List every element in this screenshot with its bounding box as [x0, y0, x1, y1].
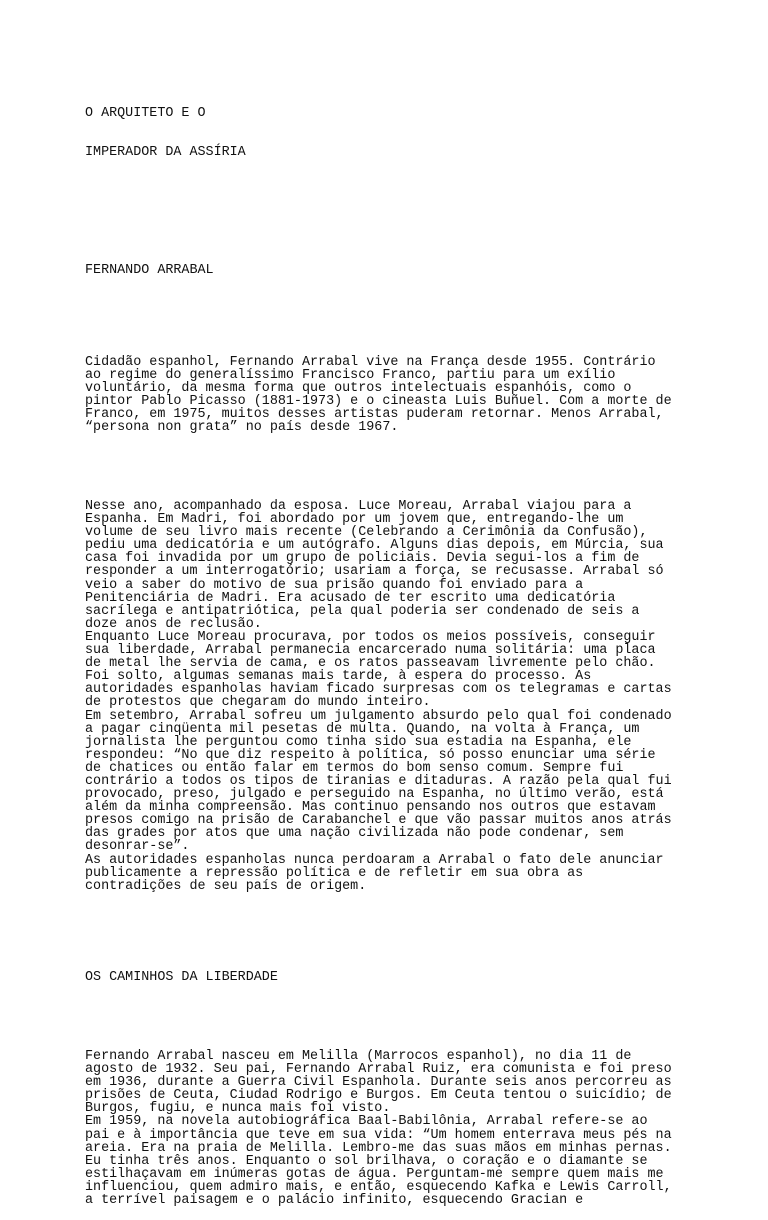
paragraph-1-line: “persona non grata” no país desde 1967. — [85, 420, 399, 436]
section-paragraph-line: Eu tinha três anos. Enquanto o sol brilhava, o coração e o diamante se — [85, 1153, 648, 1169]
section-paragraph-line: Burgos, fugiu, e nunca mais foi visto. — [85, 1101, 391, 1117]
paragraph-1-line: pintor Pablo Picasso (1881-1973) e o cineasta Luis Buñuel. Com a morte de — [85, 394, 672, 410]
section-paragraph-line: areia. Era na praia de Melilla. Lembro-me das suas mãos em minhas pernas. — [85, 1140, 672, 1156]
paragraph-2-line: publicamente a repressão política e de refletir em sua obra as — [85, 865, 584, 881]
paragraph-2-line: As autoridades espanholas nunca perdoaram a Arrabal o fato dele anunciar — [85, 852, 664, 868]
paragraph-2-line: contradições de seu país de origem. — [85, 878, 367, 894]
paragraph-2-line: provocado, preso, julgado e perseguido na Espanha, no último verão, está — [85, 787, 664, 803]
paragraph-2-line: desonrar-se”. — [85, 839, 190, 855]
paragraph-2-line: Em setembro, Arrabal sofreu um julgamento absurdo pelo qual foi condenado — [85, 708, 672, 724]
section-paragraph-line: pai e à importância que teve em sua vida: “Um homem enterrava meus pés na — [85, 1127, 672, 1143]
section-paragraph-line: Em 1959, na novela autobiográfica Baal-Babilônia, Arrabal refere-se ao — [85, 1114, 648, 1130]
section-paragraph-line: estilhaçavam em inúmeras gotas de água. Perguntam-me sempre quem mais me — [85, 1166, 664, 1182]
paragraph-1-line: ao regime do generalíssimo Francisco Franco, partiu para um exílio — [85, 368, 616, 384]
paragraph-2-line: volume de seu livro mais recente (Celebrando a Cerimônia da Confusão), — [85, 525, 648, 541]
paragraph-2-line: responder a um interrogatório; usariam a força, se recusasse. Arrabal só — [85, 564, 664, 580]
paragraph-2-line: a pagar cinqüenta mil pesetas de multa. Quando, na volta à França, um — [85, 721, 640, 737]
section-paragraph-line: em 1936, durante a Guerra Civil Espanhola. Durante seis anos percorreu as — [85, 1075, 672, 1091]
paragraph-2-line: de protestos que chegaram do mundo inteiro. — [85, 695, 431, 711]
paragraph-2-line: doze anos de reclusão. — [85, 616, 262, 632]
author-name: FERNANDO ARRABAL — [85, 263, 214, 279]
paragraph-2-line: sacrílega e antipatriótica, pela qual poderia ser condenado de seis a — [85, 603, 640, 619]
section-paragraph — [85, 1050, 705, 1207]
paragraph-2-line: jornalista lhe perguntou como tinha sido sua estadia na Espanha, ele — [85, 734, 632, 750]
section-paragraph-line: Fernando Arrabal nasceu em Melilla (Marrocos espanhol), no dia 11 de — [85, 1048, 632, 1064]
title-line-2: IMPERADOR DA ASSÍRIA — [85, 145, 246, 161]
paragraph-2-line: Enquanto Luce Moreau procurava, por todos os meios possíveis, conseguir — [85, 629, 656, 645]
paragraph-2-line: Penitenciária de Madri. Era acusado de ter escrito uma dedicatória — [85, 590, 616, 606]
title-line-1: O ARQUITETO E O — [85, 106, 206, 122]
paragraph-2-line: Foi solto, algumas semanas mais tarde, à espera do processo. As — [85, 669, 592, 685]
paragraph-2-line: veio a saber do motivo de sua prisão quando foi enviado para a — [85, 577, 584, 593]
paragraph-2-line: autoridades espanholas haviam ficado surpresas com os telegramas e cartas — [85, 682, 672, 698]
paragraph-2-line: presos comigo na prisão de Carabanchel e que vão passar muitos anos atrás — [85, 813, 672, 829]
paragraph-2-line: pediu uma dedicatória e um autógrafo. Alguns dias depois, em Múrcia, sua — [85, 538, 664, 554]
paragraph-2-line: Espanha. Em Madri, foi abordado por um jovem que, entregando-lhe um — [85, 512, 624, 528]
paragraph-1 — [85, 356, 705, 435]
paragraph-2-line: das grades por atos que uma nação civilizada não pode condenar, sem — [85, 826, 624, 842]
paragraph-1-line: voluntário, da mesma forma que outros intelectuais espanhóis, como o — [85, 381, 632, 397]
paragraph-2-line: de chatices ou então falar em termos do bom senso comum. Sempre fui — [85, 760, 624, 776]
paragraph-2 — [85, 500, 705, 893]
paragraph-1-line: Franco, em 1975, muitos desses artistas puderam retornar. Menos Arrabal, — [85, 407, 664, 423]
section-heading: OS CAMINHOS DA LIBERDADE — [85, 970, 278, 986]
section-paragraph-line: influenciou, quem admiro mais, e então, esquecendo Kafka e Lewis Carroll, — [85, 1179, 672, 1195]
paragraph-2-line: sua liberdade, Arrabal permanecia encarcerado numa solitária: uma placa — [85, 643, 656, 659]
document-page — [85, 81, 705, 1220]
section-paragraph-line: a terrível paisagem e o palácio infinito, esquecendo Gracian e — [85, 1192, 584, 1208]
paragraph-2-line: casa foi invadida por um grupo de policiais. Devia segui-los a fim de — [85, 551, 640, 567]
paragraph-2-line: Nesse ano, acompanhado da esposa. Luce Moreau, Arrabal viajou para a — [85, 499, 632, 514]
section-paragraph-line: agosto de 1932. Seu pai, Fernando Arrabal Ruiz, era comunista e foi preso — [85, 1062, 672, 1078]
paragraph-2-line: de metal lhe servia de cama, e os ratos passeavam livremente pelo chão. — [85, 656, 656, 672]
section-paragraph-line: prisões de Ceuta, Ciudad Rodrigo e Burgos. Em Ceuta tentou o suicídio; de — [85, 1088, 672, 1104]
paragraph-2-line: além da minha compreensão. Mas continuo pensando nos outros que estavam — [85, 800, 656, 816]
paragraph-2-line: respondeu: “No que diz respeito à política, só posso enunciar uma série — [85, 747, 656, 763]
paragraph-1-line: Cidadão espanhol, Fernando Arrabal vive na França desde 1955. Contrário — [85, 354, 656, 370]
paragraph-2-line: contrário a todos os tipos de tiranias e ditaduras. A razão pela qual fui — [85, 773, 672, 789]
